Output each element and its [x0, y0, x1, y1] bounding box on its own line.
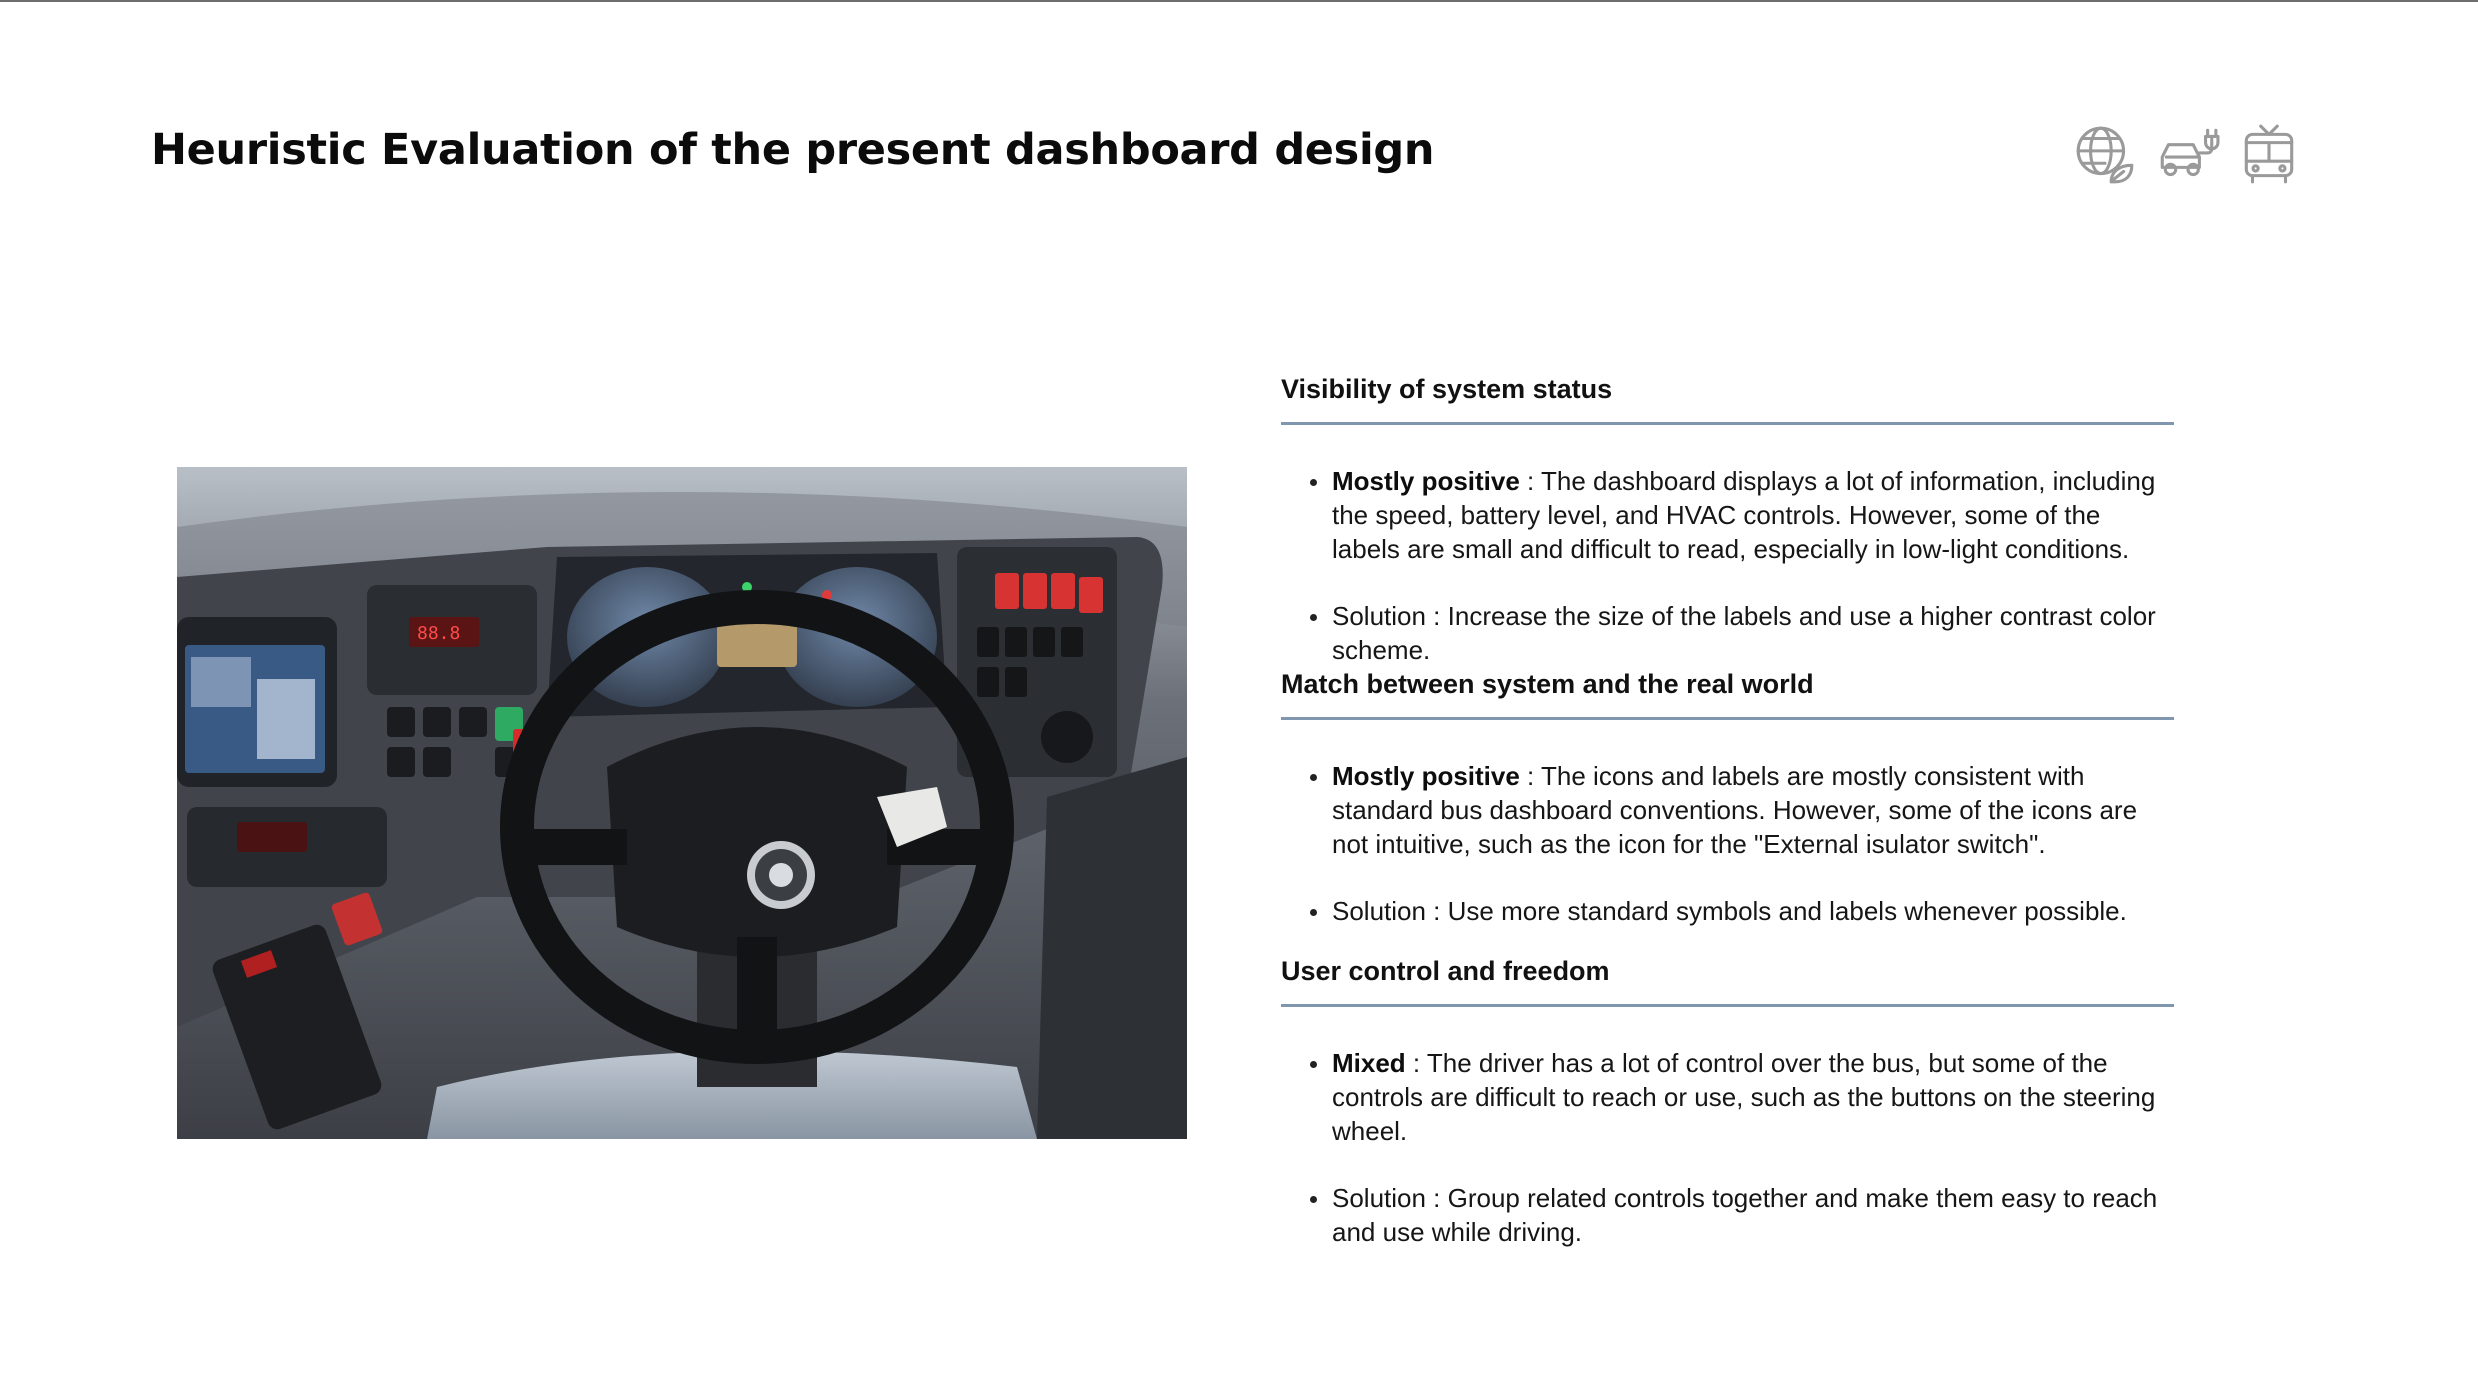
bus-icon — [2236, 122, 2302, 188]
point-text: : The icons and labels are mostly consistent with standard bus dashboard conventions. However, some of the icons are not intuitive, such as the icon for the "External isulator switch". — [1332, 761, 2138, 859]
section-heading: Match between system and the real world — [1281, 665, 2174, 720]
point-text: : The dashboard displays a lot of information, including the speed, battery level, and HVAC controls. However, some of the labels are small and difficult to read, especially in low-light conditions. — [1332, 466, 2156, 564]
heuristics-list — [1281, 370, 2174, 1249]
rating-label: Mostly positive — [1332, 466, 1520, 496]
bullet-list — [1281, 425, 2174, 667]
dashboard-photo — [177, 467, 1187, 1139]
electric-car-icon — [2154, 122, 2220, 188]
bullet-list — [1281, 1007, 2174, 1249]
slide-title: Heuristic Evaluation of the present dashboard design — [151, 125, 1435, 175]
list-item — [1281, 759, 2174, 861]
list-item — [1281, 1181, 2174, 1249]
point-text: Solution : Use more standard symbols and labels whenever possible. — [1332, 896, 2127, 926]
section-heading: User control and freedom — [1281, 952, 2174, 1007]
bullet-list — [1281, 720, 2174, 928]
point-text: : The driver has a lot of control over the bus, but some of the controls are difficult to reach or use, such as the buttons on the steering wheel. — [1332, 1048, 2156, 1146]
rating-label: Mixed — [1332, 1048, 1406, 1078]
section-real-world — [1281, 665, 2174, 928]
section-user-control — [1281, 952, 2174, 1249]
list-item — [1281, 894, 2174, 928]
rating-label: Mostly positive — [1332, 761, 1520, 791]
bus-dashboard-illustration — [177, 467, 1187, 1139]
top-border — [0, 0, 2478, 2]
point-text: Solution : Group related controls together and make them easy to reach and use while driving. — [1332, 1183, 2158, 1247]
steering-wheel-logo-icon — [747, 841, 815, 909]
list-item — [1281, 464, 2174, 566]
globe-leaf-icon — [2072, 122, 2138, 188]
list-item — [1281, 599, 2174, 667]
svg-text:88.8: 88.8 — [417, 623, 461, 644]
section-visibility — [1281, 370, 2174, 667]
section-heading: Visibility of system status — [1281, 370, 2174, 425]
point-text: Solution : Increase the size of the labels and use a higher contrast color scheme. — [1332, 601, 2156, 665]
list-item — [1281, 1046, 2174, 1148]
header-icons — [2072, 122, 2302, 188]
